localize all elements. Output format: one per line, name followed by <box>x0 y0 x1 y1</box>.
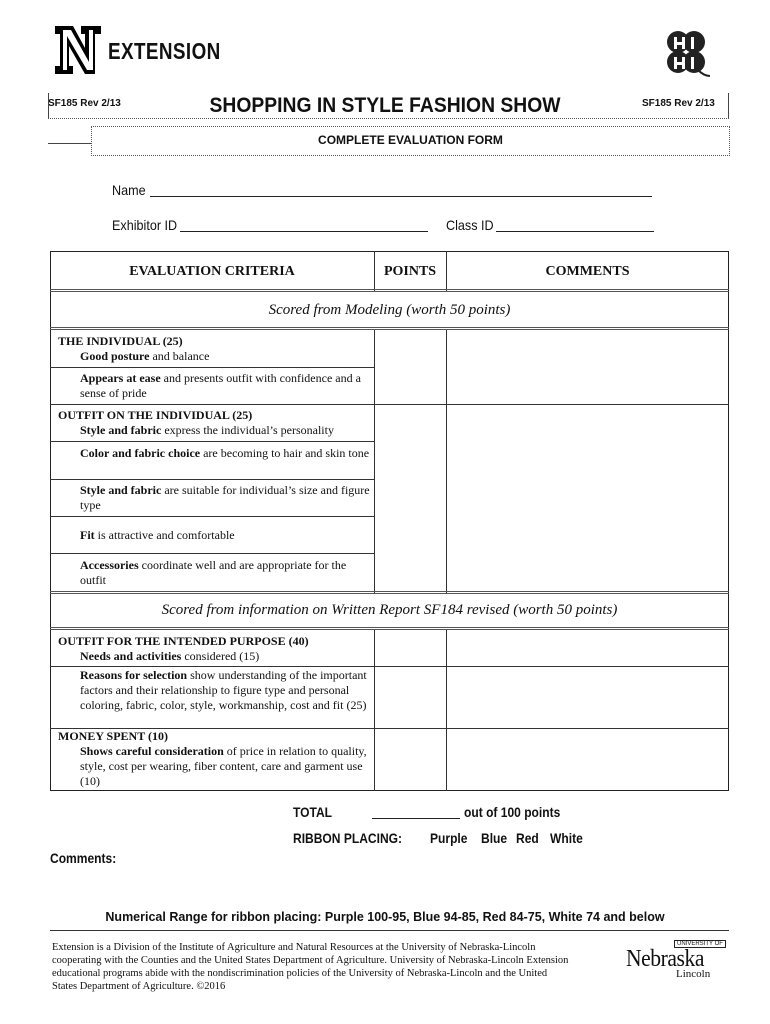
unl-logo-name: Nebraska <box>626 946 704 972</box>
criteria-reasons <box>58 668 370 713</box>
criteria-text: are becoming to hair and skin tone <box>200 446 370 460</box>
criteria-style-size <box>58 483 370 513</box>
form-code-left: SF185 Rev 2/13 <box>48 98 121 109</box>
total-label: TOTAL <box>293 804 333 820</box>
criteria-text: is attractive and comfortable <box>94 528 235 542</box>
points-col-line-2 <box>374 630 375 791</box>
ribbon-option-purple[interactable]: Purple <box>430 830 468 846</box>
row-rule <box>50 666 729 667</box>
criteria-bold: Accessories <box>80 558 139 572</box>
name-field[interactable] <box>150 196 652 197</box>
extension-n-logo <box>55 26 101 74</box>
ribbon-label: RIBBON PLACING: <box>293 830 403 846</box>
criteria-fit <box>58 528 370 543</box>
row-rule <box>50 367 374 368</box>
form-code-right: SF185 Rev 2/13 <box>642 98 715 109</box>
criteria-bold: Style and fabric <box>80 423 162 437</box>
comments-label: Comments: <box>50 850 117 866</box>
row-rule <box>50 516 374 517</box>
criteria-color <box>58 446 370 461</box>
criteria-bold: Color and fabric choice <box>80 446 201 460</box>
criteria-text: show understanding of the important factors and their relationship to figure type and personal coloring, fabric, color, style, workmanship, cost and fit (25) <box>80 668 367 712</box>
criteria-accessories <box>58 558 370 588</box>
exhibitor-id-label: Exhibitor ID <box>112 217 178 233</box>
criteria-purpose <box>58 634 370 664</box>
section2-separator <box>50 627 729 630</box>
comments-col-line-1 <box>446 330 447 594</box>
criteria-text: and presents outfit with confidence and a sense of pride <box>80 371 361 400</box>
criteria-text: of price in relation to quality, style, cost per wearing, fiber content, care and garment use (10) <box>80 744 367 788</box>
col-criteria: EVALUATION CRITERIA <box>129 264 295 279</box>
comments-col-line-2 <box>446 630 447 791</box>
section-written-report: Scored from information on Written Report SF184 revised (worth 50 points) <box>161 602 618 618</box>
criteria-heading: MONEY SPENT (10) <box>58 729 169 743</box>
criteria-heading: OUTFIT FOR THE INTENDED PURPOSE (40) <box>58 634 309 648</box>
ribbon-option-blue[interactable]: Blue <box>481 830 508 846</box>
points-col-line-1 <box>374 330 375 594</box>
criteria-bold: Good posture <box>80 349 150 363</box>
criteria-text: considered (15) <box>181 649 260 663</box>
col-points: POINTS <box>383 264 437 279</box>
criteria-ease <box>58 371 370 401</box>
criteria-text: and balance <box>149 349 210 363</box>
col-comments: COMMENTS <box>545 264 630 279</box>
criteria-individual <box>58 334 370 364</box>
ribbon-range-note: Numerical Range for ribbon placing: Purple 100-95, Blue 94-85, Red 84-75, White 74 and below <box>105 910 665 924</box>
disclaimer-text: Extension is a Division of the Institute of Agriculture and Natural Resources at the University of Nebraska-Lincoln cooperating with the Counties and the United States Department of Agriculture. University of Nebraska-Lincoln Extension educational programs abide with the nondiscrimination policies of the University of Nebraska-Lincoln and the United States Department of Agriculture. ©2016 <box>52 942 569 992</box>
class-id-label: Class ID <box>446 217 494 233</box>
header-border-left <box>48 93 50 118</box>
extension-logo-text: EXTENSION <box>108 38 221 64</box>
page-subtitle: COMPLETE EVALUATION FORM <box>318 133 503 147</box>
criteria-bold: Reasons for selection <box>80 668 188 682</box>
section1-separator <box>50 327 729 330</box>
name-label: Name <box>112 182 146 198</box>
4h-clover-logo <box>658 28 714 80</box>
class-id-field[interactable] <box>496 231 654 232</box>
criteria-heading: OUTFIT ON THE INDIVIDUAL (25) <box>58 408 253 422</box>
criteria-text: are suitable for individual’s size and figure type <box>80 483 370 512</box>
section2-top <box>50 591 729 594</box>
criteria-heading: THE INDIVIDUAL (25) <box>58 334 183 348</box>
row-rule <box>50 441 374 442</box>
total-out-of: out of 100 points <box>464 804 561 820</box>
ribbon-option-white[interactable]: White <box>550 830 583 846</box>
criteria-bold: Appears at ease <box>80 371 161 385</box>
row-rule <box>50 479 374 480</box>
criteria-text: coordinate well and are appropriate for the outfit <box>80 558 347 587</box>
criteria-bold: Style and fabric <box>80 483 162 497</box>
header-border-right <box>728 93 730 118</box>
header-rule <box>48 143 91 144</box>
exhibitor-id-field[interactable] <box>180 231 428 232</box>
section-modeling: Scored from Modeling (worth 50 points) <box>268 302 511 318</box>
row-rule <box>50 404 729 405</box>
criteria-bold: Needs and activities <box>80 649 182 663</box>
criteria-bold: Shows careful consideration <box>80 744 224 758</box>
ribbon-option-red[interactable]: Red <box>516 830 539 846</box>
criteria-money <box>58 729 370 789</box>
header-separator <box>50 289 729 292</box>
criteria-text: express the individual’s personality <box>161 423 334 437</box>
unl-logo-campus: Lincoln <box>676 968 711 980</box>
footer-rule <box>50 930 729 931</box>
criteria-bold: Fit <box>80 528 95 542</box>
page-title: SHOPPING IN STYLE FASHION SHOW <box>209 94 561 117</box>
criteria-outfit <box>58 408 370 438</box>
unl-logo-university: UNIVERSITY OF <box>674 940 726 948</box>
header-divider <box>48 118 729 119</box>
unl-logo <box>622 940 722 980</box>
row-rule <box>50 553 374 554</box>
total-field[interactable] <box>372 818 460 819</box>
